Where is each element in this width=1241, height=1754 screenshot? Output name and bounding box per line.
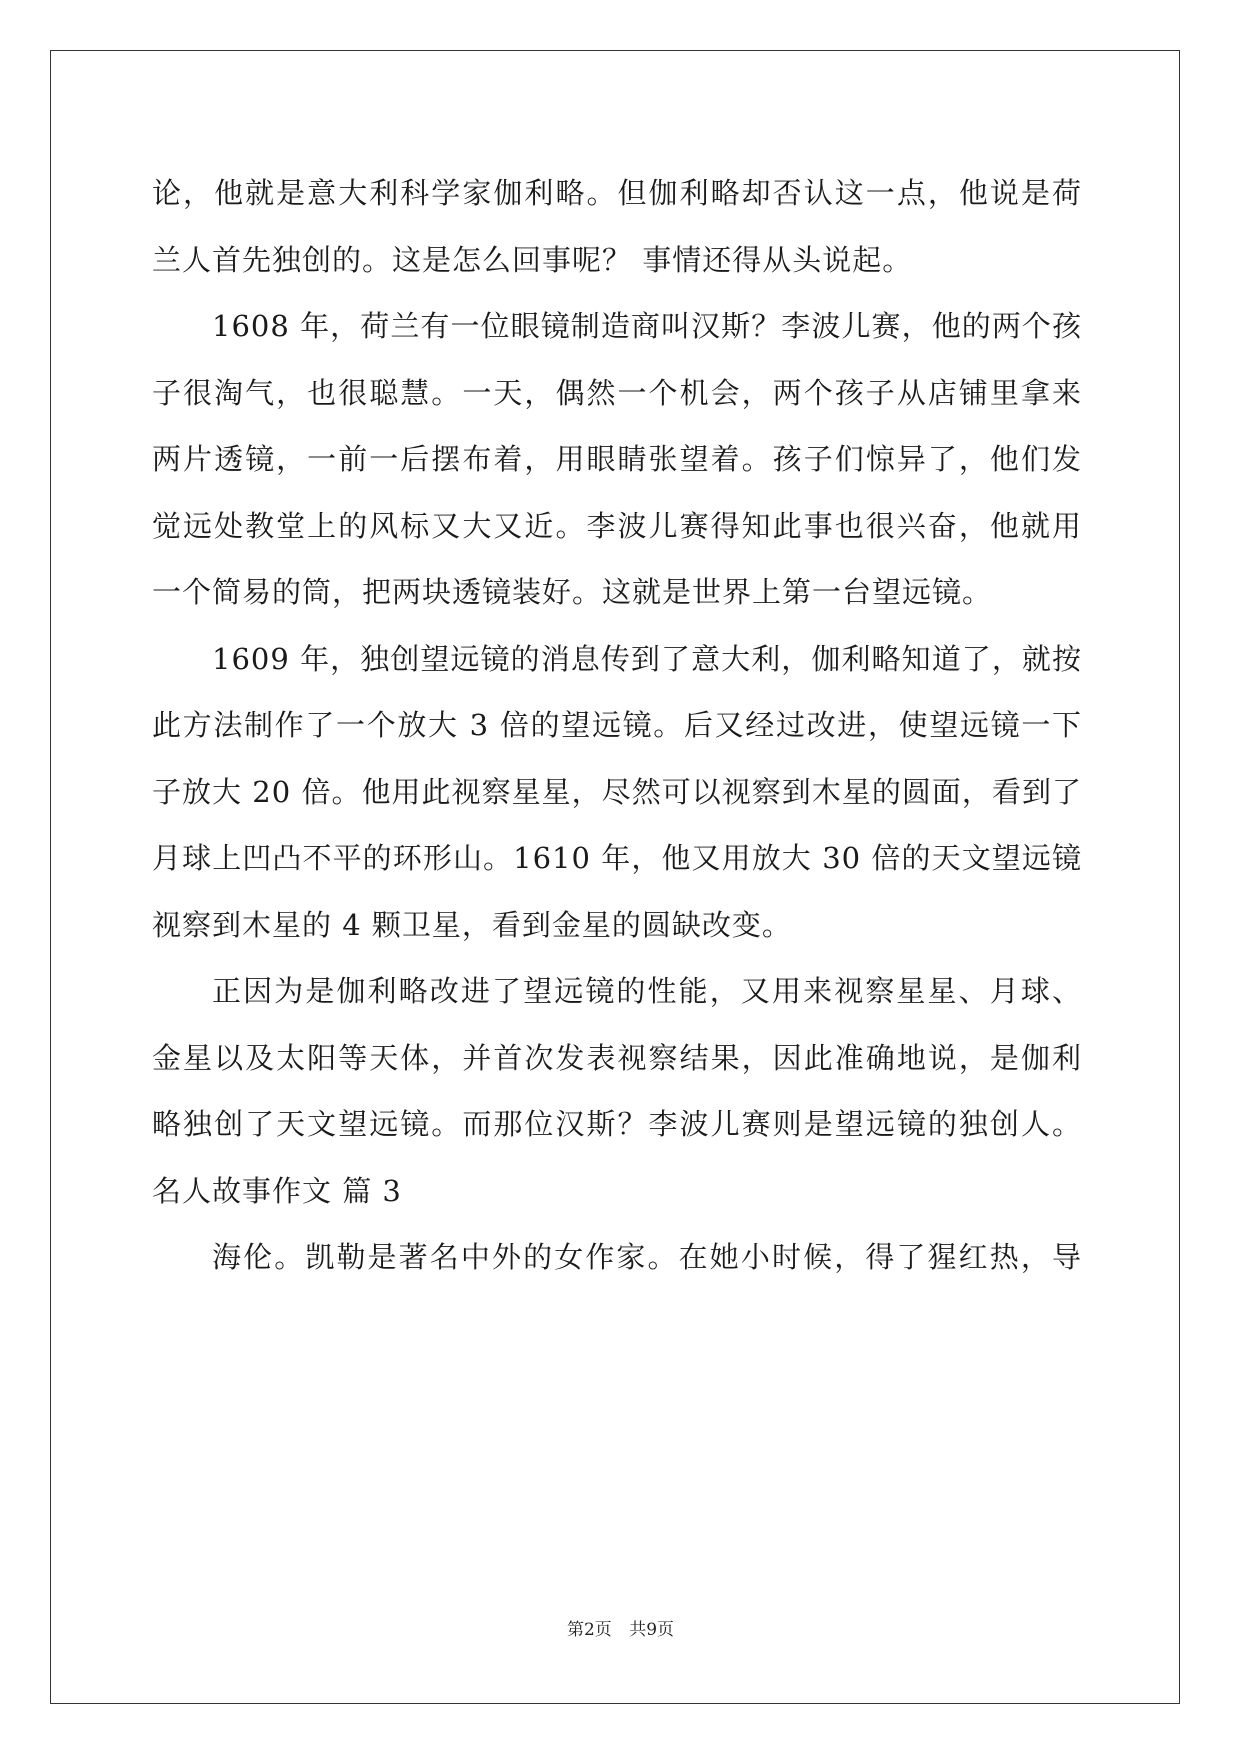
text-line: 月球上凹凸不平的环形山。1610 年，他又用放大 30 倍的天文望远镜 <box>152 841 1082 875</box>
page-number: 第2页 <box>566 1620 612 1640</box>
text-line: 金星以及太阳等天体，并首次发表视察结果，因此准确地说，是伽利 <box>152 1040 1082 1075</box>
text-line: 觉远处教堂上的风标又大又近。李波儿赛得知此事也很兴奋，他就用 <box>152 508 1082 543</box>
text-line: 正因为是伽利略改进了望远镜的性能，又用来视察星星、月球、 <box>212 974 1082 1008</box>
page-total: 共9页 <box>629 1620 675 1640</box>
text-line: 子放大 20 倍。他用此视察星星，尽然可以视察到木星的圆面，看到了 <box>152 774 1082 809</box>
document-body <box>152 160 1082 1291</box>
text-line: 兰人首先独创的。这是怎么回事呢？ 事情还得从头说起。 <box>152 242 913 277</box>
page-footer <box>0 1615 1241 1640</box>
text-line: 视察到木星的 4 颗卫星，看到金星的圆缺改变。 <box>152 907 792 942</box>
text-line: 子很淘气，也很聪慧。一天，偶然一个机会，两个孩子从店铺里拿来 <box>152 375 1082 410</box>
text-line: 此方法制作了一个放大 3 倍的望远镜。后又经过改进，使望远镜一下 <box>152 708 1082 742</box>
section-heading: 名人故事作文 篇 3 <box>152 1173 402 1208</box>
text-line: 两片透镜，一前一后摆布着，用眼睛张望着。孩子们惊异了，他们发 <box>152 442 1082 476</box>
text-line: 略独创了天文望远镜。而那位汉斯？李波儿赛则是望远镜的独创人。 <box>152 1107 1082 1141</box>
text-line: 论，他就是意大利科学家伽利略。但伽利略却否认这一点，他说是荷 <box>152 176 1082 210</box>
text-line: 1609 年，独创望远镜的消息传到了意大利，伽利略知道了，就按 <box>212 641 1082 676</box>
text-line: 一个简易的筒，把两块透镜装好。这就是世界上第一台望远镜。 <box>152 575 993 609</box>
text-line: 1608 年，荷兰有一位眼镜制造商叫汉斯？李波儿赛，他的两个孩 <box>212 309 1082 343</box>
text-line: 海伦。凯勒是著名中外的女作家。在她小时候，得了猩红热，导 <box>212 1240 1082 1274</box>
